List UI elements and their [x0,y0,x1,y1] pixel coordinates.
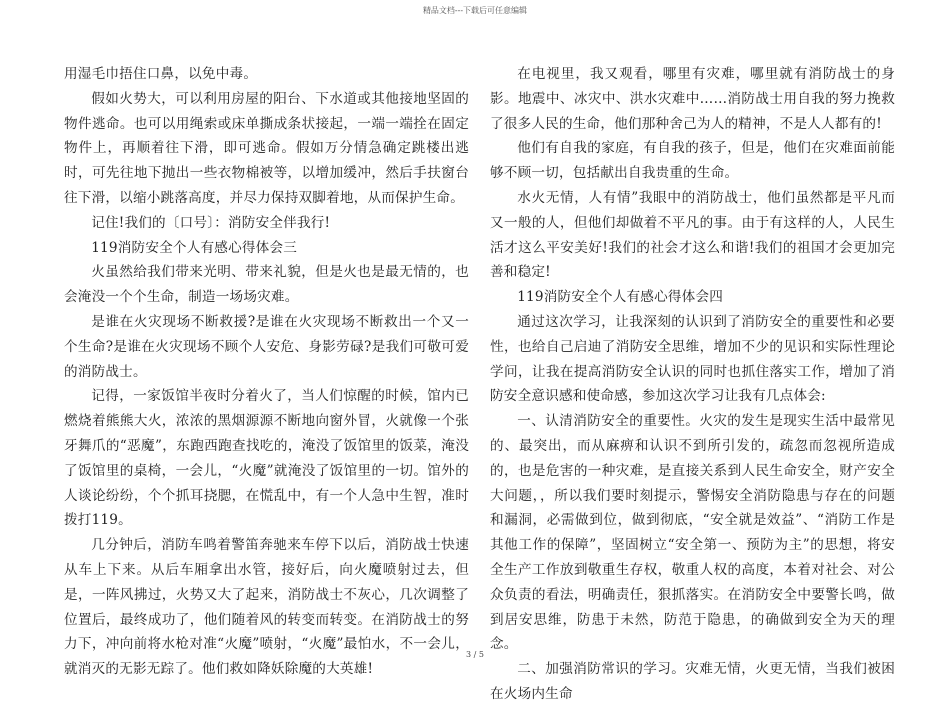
paragraph: 是谁在火灾现场不断救援?是谁在火灾现场不断救出一个又一个生命?是谁在火灾现场不顾个人安危、身影劳碌?是我们可敬可爱的消防战士。 [64,313,469,380]
paragraph: 在电视里，我又观看，哪里有灾难，哪里就有消防战士的身影。地震中、冰灾中、洪水灾难中……消防战士用自我的努力挽救了很多人民的生命，他们那种舍己为人的精神，不是人人都有的! [490,66,895,132]
paragraph: 一、认清消防安全的重要性。火灾的发生是现实生活中最常见的、最突出，而从麻痹和认识不到所引发的，疏忽而忽视所造成的，也是危害的一种灾难，是直接关系到人民生命安全，财产安全大问题，，所以我们要时刻提示，警惕安全消防隐患与存在的问题和漏洞，必需做到位，做到彻底，“安全就是效益”、“消防工作是其他工作的保障”，坚固树立“安全第一、预防为主”的思想，将安全生产工作放到敬重生存权，敬重人权的高度，本着对社会、对公众负责的看法，明确责任，狠抓落实。在消防安全中要警长鸣，做到居安思维，防患于未然，防范于隐患，的确做到安全为天的理念。 [490,413,895,653]
paragraph: 119消防安全个人有感心得体会四 [517,289,724,306]
page-number: 3 / 5 [466,650,484,659]
page-header: 精品文档---下载后可任意编辑 [422,6,528,15]
left-column [64,62,469,682]
paragraph: 记住!我们的〔口号〕：消防安全伴我行! [91,214,331,231]
paragraph: 火虽然给我们带来光明、带来礼貌，但是火也是最无情的，也会淹没一个个生命，制造一场场灾难。 [64,264,469,306]
right-column [490,62,895,707]
paragraph: 二、加强消防常识的学习。灾难无情，火更无情，当我们被困在火场内生命 [490,661,895,702]
paragraph: 假如火势大，可以利用房屋的阳台、下水道或其他接地坚固的物件逃命。也可以用绳索或床单撕成条状接起，一端一端拴在固定物件上，再顺着往下滑，即可逃命。假如万分情急确定跳楼出逃时，可先往地下抛出一些衣物棉被等，以增加缓冲，然后手扶窗台往下滑，以缩小跳落高度，并尽力保持双脚着地，从而保护生命。 [64,90,469,206]
paragraph: 119消防安全个人有感心得体会三 [91,239,298,256]
paragraph: 记得，一家饭馆半夜时分着火了，当人们惊醒的时候，馆内已燃烧着熊熊大火，浓浓的黑烟源源不断地向窗外冒，火就像一个张牙舞爪的“恶魔”，东跑西跑查找吃的，淹没了饭馆里的饭菜，淹没了饭馆里的桌椅，一会儿，“火魔”就淹没了饭馆里的一切。馆外的人谈论纷纷，个个抓耳挠腮，在慌乱中，有一个人急中生智，准时拨打119。 [64,388,469,529]
paragraph: 用湿毛巾捂住口鼻，以免中毒。 [64,66,258,82]
paragraph: 几分钟后，消防车鸣着警笛奔驰来车停下以后，消防战士快速从车上下来。从后车厢拿出水管，接好后，向火魔喷射过去，但是，一阵风拂过，火势又大了起来，消防战士不灰心，几次调整了位置后，最终成功了，他们随着风的转变而转变。在消防战士的努力下，冲向前将水枪对准“火魔”喷射，“火魔”最怕水，不一会儿，就消灭的无影无踪了。他们救如降妖除魔的大英雄! [64,537,469,678]
paragraph: 水火无情，人有情”我眼中的消防战士，他们虽然都是平凡而又一般的人，但他们却做着不平凡的事。由于有这样的人，人民生活才这么平安美好!我们的社会才这么和谐!我们的祖国才会更加完善和稳定! [490,189,895,281]
paragraph: 他们有自我的家庭，有自我的孩子，但是，他们在灾难面前能够不顾一切，包括献出自我贵重的生命。 [490,140,895,182]
paragraph: 通过这次学习，让我深刻的认识到了消防安全的重要性和必要性，也给自己启迪了消防安全思维，增加不少的见识和实际性理论学问，让我在提高消防安全认识的同时也抓住落实工作，增加了消防安全意识感和使命感，参加这次学习让我有几点体会: [490,313,895,405]
